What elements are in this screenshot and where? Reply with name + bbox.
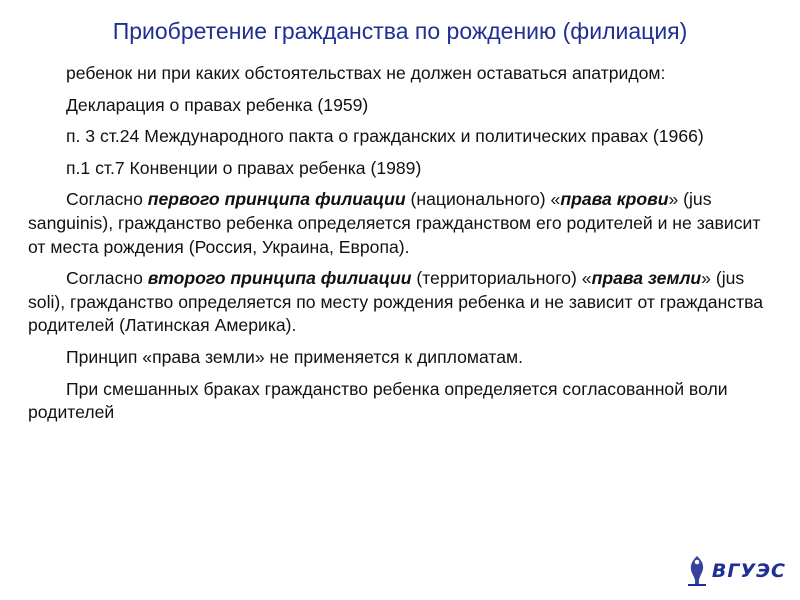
paragraph-statelessness: ребенок ни при каких обстоятельствах не должен оставаться апатридом: [66,63,666,83]
text-segment: (территориального) « [411,268,592,289]
logo-text: ВГУЭС [711,560,786,582]
paragraph-covenant: п. 3 ст.24 Международного пакта о гражданских и политических правах (1966) [66,126,704,147]
paragraph-jus-sanguinis [28,188,768,259]
text-segment: » (jus soli), гражданство определяется по месту рождения ребенка и не зависит от гражданства родителей (Латинская Америка). [28,268,764,336]
paragraph-mixed-marriages: При смешанных браках гражданство ребенка определяется согласованной воли родителей [28,378,728,423]
emphasis-first-principle: первого принципа филиации [147,189,406,210]
logo-emblem-icon [684,554,710,588]
emphasis-right-of-blood: права крови [560,189,669,210]
emphasis-second-principle: второго принципа филиации [147,268,412,289]
text-segment: » (jus sanguinis), гражданство ребенка определяется гражданством его родителей и не зависит от места рождения (Россия, Украина, Европа). [28,189,761,257]
paragraph-convention: п.1 ст.7 Конвенции о правах ребенка (1989) [66,157,422,178]
paragraph-declaration: Декларация о правах ребенка (1959) [66,94,369,115]
emphasis-right-of-soil: права земли [591,268,702,289]
text-segment: Согласно [66,189,148,210]
paragraph-diplomats: Принцип «права земли» не применяется к дипломатам. [66,346,524,367]
text-segment: Согласно [66,268,148,289]
paragraph-jus-soli [28,267,768,338]
university-logo [684,554,786,588]
slide-title: Приобретение гражданства по рождению (филиация) [112,18,688,44]
slide-body [28,62,768,425]
text-segment: (национального) « [405,189,561,210]
